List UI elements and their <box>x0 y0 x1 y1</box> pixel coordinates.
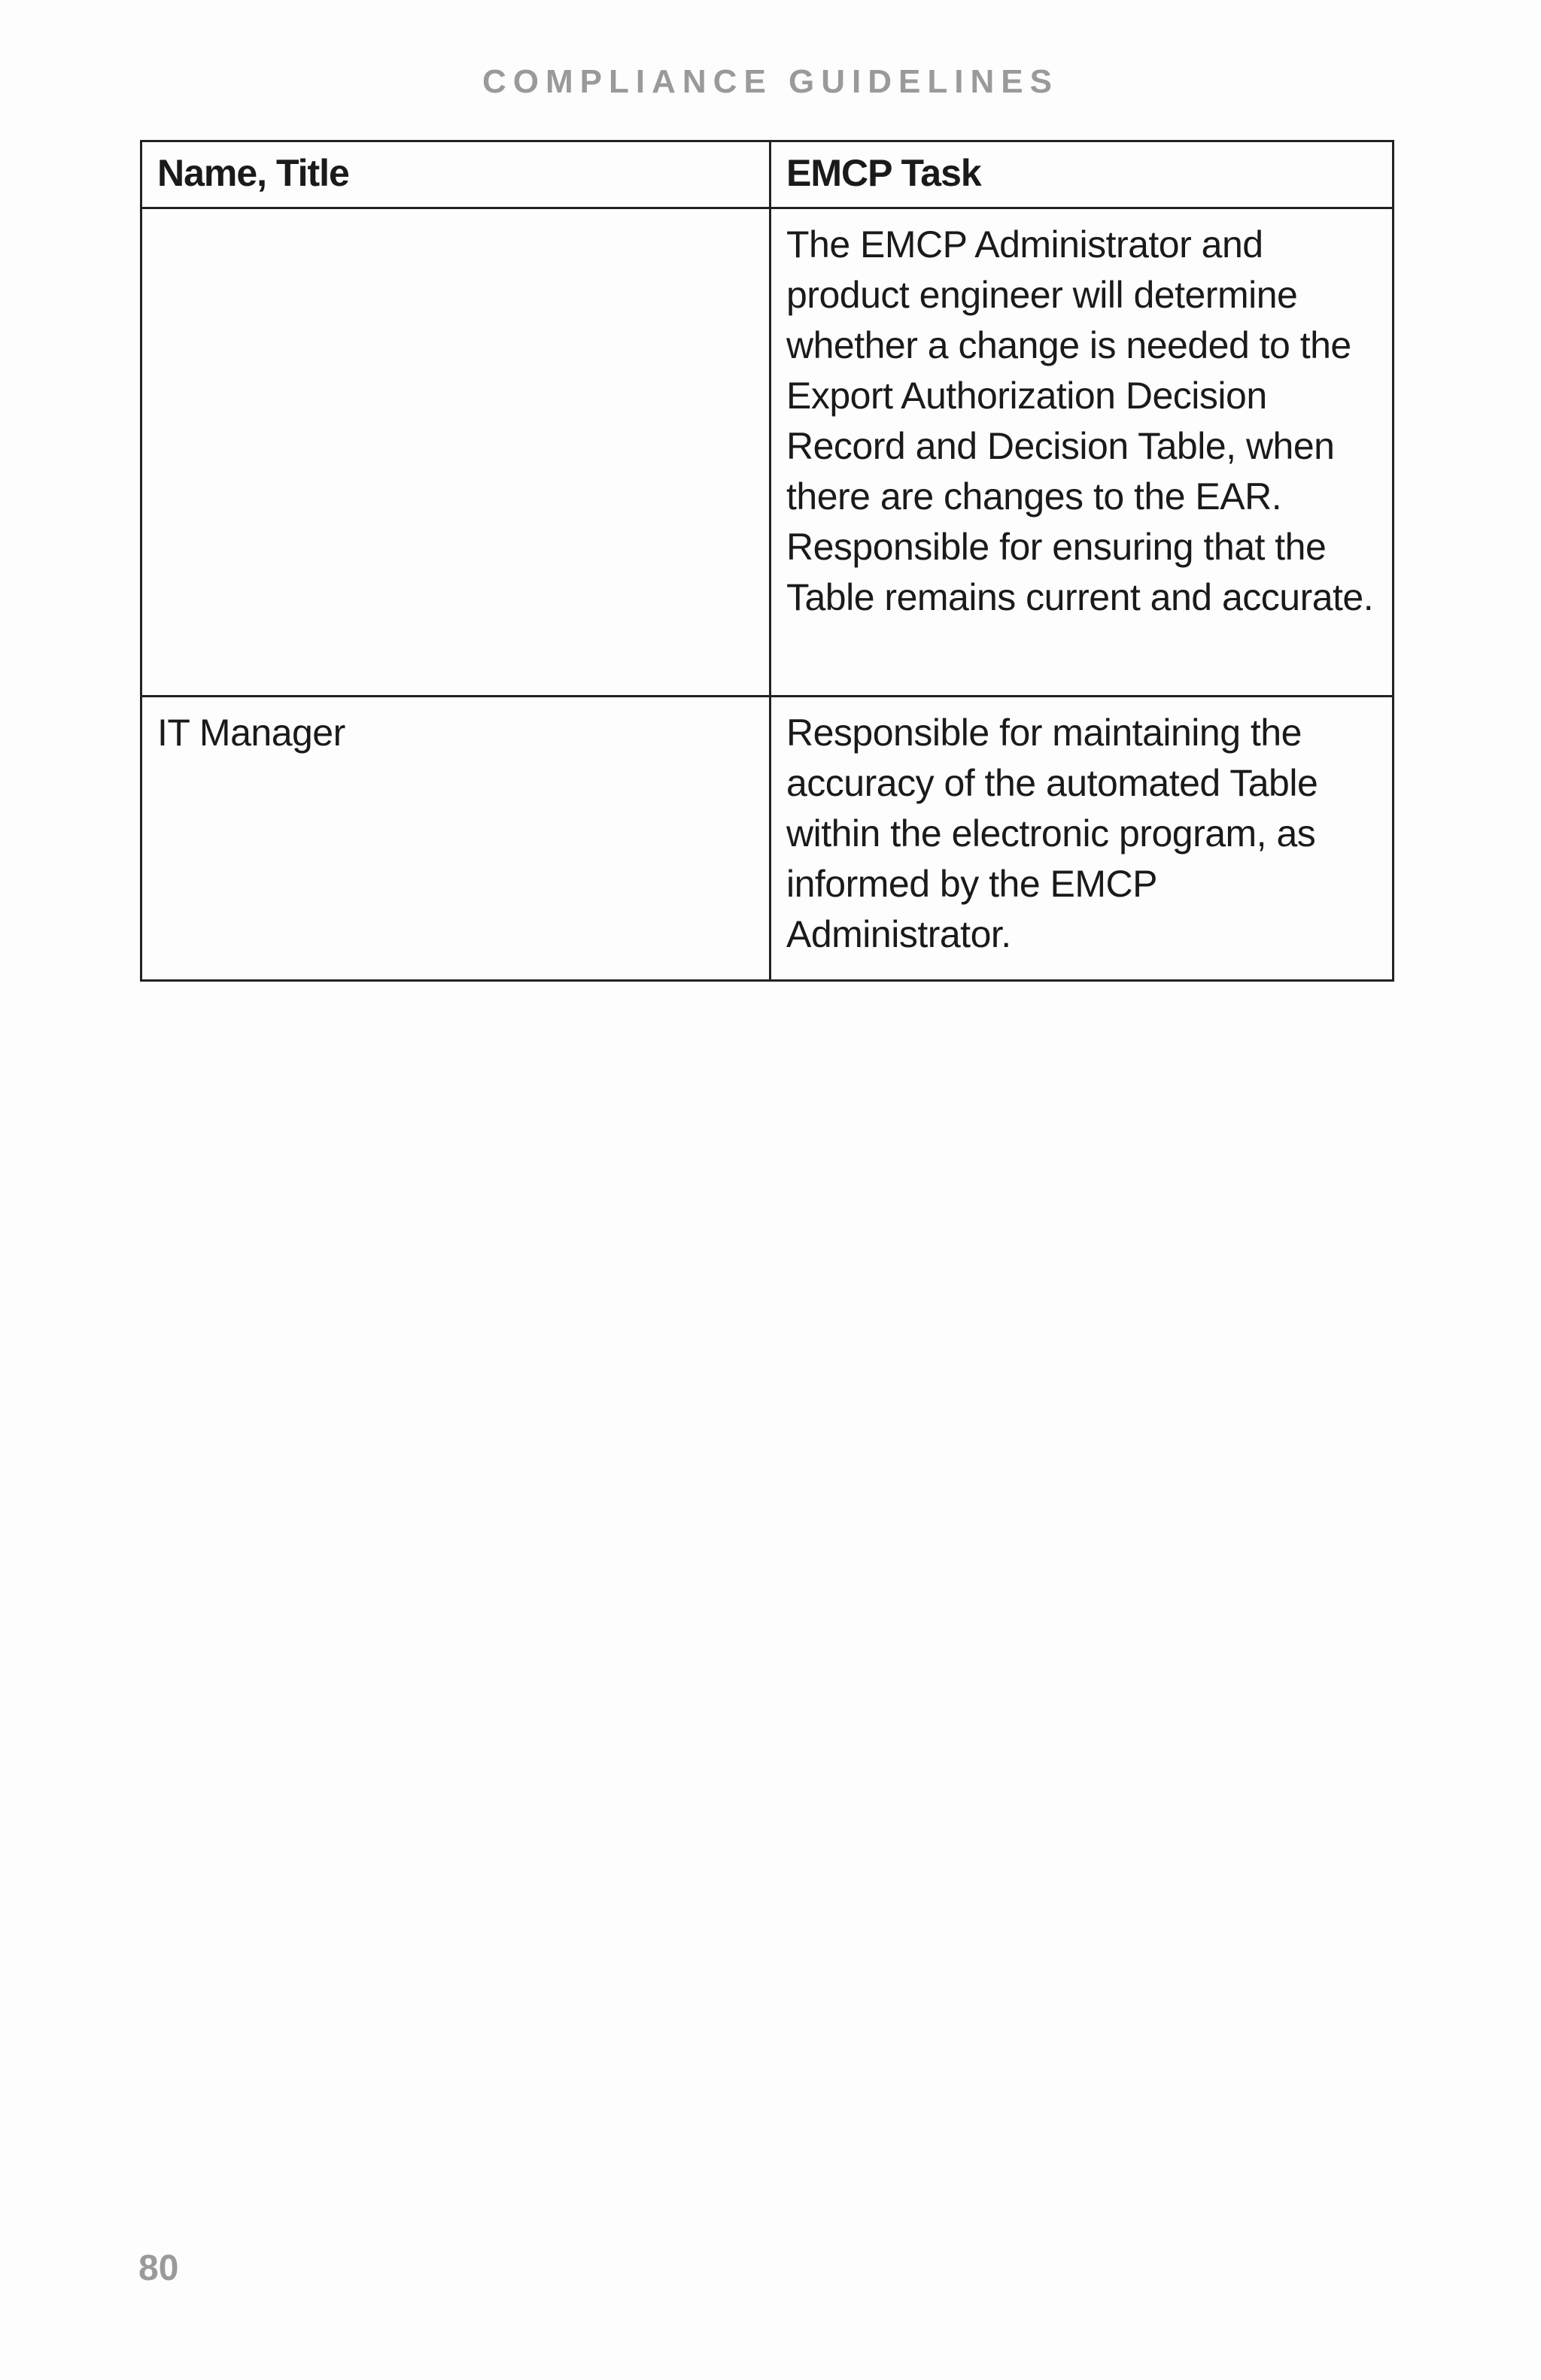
table-row <box>141 208 1394 697</box>
cell-name-title <box>141 208 770 697</box>
column-header-name-title: Name, Title <box>141 141 770 208</box>
table-row <box>141 697 1394 981</box>
cell-emcp-task: The EMCP Administrator and product engineer will determine whether a change is needed to the Export Authorization Decision Record and Decision Table, when there are changes to the EAR. Responsible for ensuring that the Table remains current and accurate. <box>770 208 1394 697</box>
emcp-task-table <box>140 140 1394 982</box>
running-header: COMPLIANCE GUIDELINES <box>482 63 1059 100</box>
cell-emcp-task: Responsible for maintaining the accuracy of the automated Table within the electronic program, as informed by the EMCP Administrator. <box>770 697 1394 981</box>
cell-name-title: IT Manager <box>141 697 770 981</box>
page-number: 80 <box>138 2248 179 2288</box>
table-header-row <box>141 141 1394 208</box>
column-header-emcp-task: EMCP Task <box>770 141 1394 208</box>
